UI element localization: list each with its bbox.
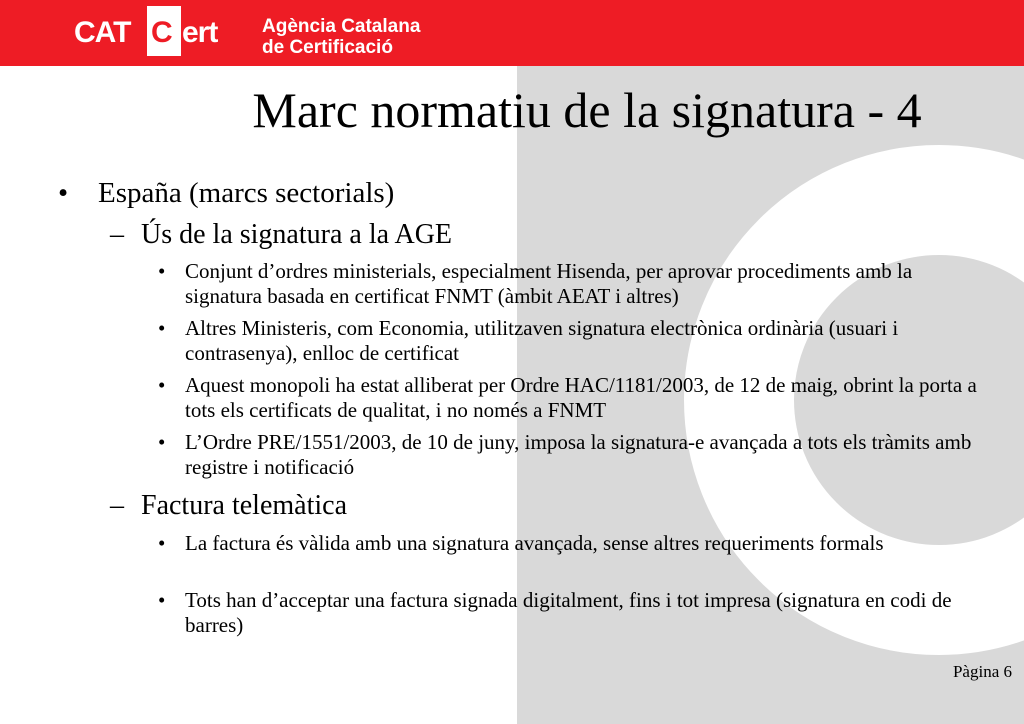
bullet-level3 <box>158 430 978 480</box>
bullet-marker: • <box>158 373 166 397</box>
bullet-text: España (marcs sectorials) <box>98 177 395 209</box>
agency-name-line2: de Certificació <box>262 37 393 58</box>
bullet-text: L’Ordre PRE/1551/2003, de 10 de juny, imposa la signatura-e avançada a tots els tràmits amb registre i notificació <box>185 430 972 479</box>
bullet-text: Altres Ministeris, com Economia, utilitzaven signatura electrònica ordinària (usuari i contrasenya), enlloc de certificat <box>185 316 899 365</box>
bullet-marker: • <box>58 177 69 209</box>
header-bar <box>0 0 1024 66</box>
bullet-marker: • <box>158 259 166 283</box>
bullet-marker: • <box>158 588 166 612</box>
bullet-text: Factura telemàtica <box>141 490 347 521</box>
bullet-level3 <box>158 316 978 366</box>
logo-text-cat: CAT <box>74 16 131 49</box>
bullet-text: Aquest monopoli ha estat alliberat per Ordre HAC/1181/2003, de 12 de maig, obrint la porta a tots els certificats de qualitat, i no només a FNMT <box>185 373 977 422</box>
logo-c-box <box>147 6 181 56</box>
page-number: Pàgina 6 <box>952 662 1012 681</box>
bullet-level3 <box>158 588 978 638</box>
bullet-text: Tots han d’acceptar una factura signada digitalment, fins i tot impresa (signatura en codi de barres) <box>185 588 952 637</box>
bullet-level3 <box>158 259 978 309</box>
agency-name-line1: Agència Catalana <box>262 16 421 37</box>
bullet-marker: • <box>158 316 166 340</box>
slide-title: Marc normatiu de la signatura - 4 <box>252 82 922 138</box>
logo-text-c: C <box>151 16 173 49</box>
bullet-marker: • <box>158 430 166 454</box>
bullet-text: Ús de la signatura a la AGE <box>141 219 453 250</box>
bullet-level3 <box>158 373 978 423</box>
bullet-marker: – <box>110 219 124 250</box>
bullet-marker: – <box>110 490 124 521</box>
logo-text-ert: ert <box>182 16 218 49</box>
bullet-marker: • <box>158 531 166 555</box>
bullet-text: Conjunt d’ordres ministerials, especialment Hisenda, per aprovar procediments amb la signatura basada en certificat FNMT (àmbit AEAT i altres) <box>185 259 913 308</box>
bullet-text: La factura és vàlida amb una signatura avançada, sense altres requeriments formals <box>185 531 884 555</box>
agency-name <box>262 16 420 58</box>
bullet-level3 <box>158 531 978 556</box>
